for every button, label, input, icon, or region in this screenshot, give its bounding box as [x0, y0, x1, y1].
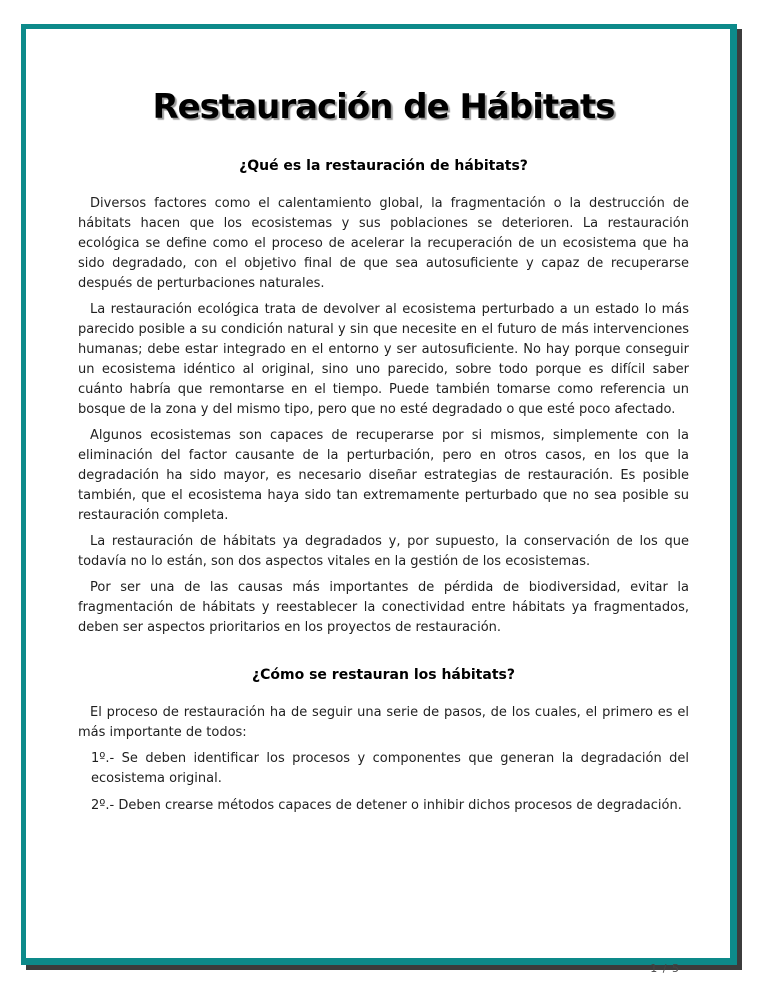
paragraph-2: La restauración ecológica trata de devolver al ecosistema perturbado a un estado lo más parecido posible a su condición natural y sin que necesite en el futuro de más intervenciones humanas; debe estar integrado en el entorno y ser autosuficiente. No hay porque conseguir un ecosistema idéntico al original, sino uno parecido, sobre todo porque es difícil saber cuánto habría que remontarse en el tiempo. Puede también tomarse como referencia un bosque de la zona y del mismo tipo, pero que no esté degradado o que esté poco afectado.: [78, 302, 689, 417]
numbered-item-1: 1º.- Se deben identificar los procesos y componentes que generan la degradación del ecosistema original.: [91, 751, 689, 786]
document-title: Restauración de Hábitats: [152, 87, 615, 127]
numbered-item-2: 2º.- Deben crearse métodos capaces de detener o inhibir dichos procesos de degradación.: [91, 798, 682, 813]
section-2-intro-paragraph: El proceso de restauración ha de seguir una serie de pasos, de los cuales, el primero es el más importante de todos:: [78, 705, 689, 740]
paragraph-1: Diversos factores como el calentamiento global, la fragmentación o la destrucción de hábitats hacen que los ecosistemas y sus poblaciones se deterioren. La restauración ecológica se define como el proceso de acelerar la recuperación de un ecosistema que ha sido degradado, con el objetivo final de que sea autosuficiente y capaz de recuperarse después de perturbaciones naturales.: [78, 196, 689, 291]
paragraph-4: La restauración de hábitats ya degradados y, por supuesto, la conservación de los que todavía no lo están, son dos aspectos vitales en la gestión de los ecosistemas.: [78, 534, 689, 569]
page-border-frame: [21, 24, 737, 975]
section-1-heading: ¿Qué es la restauración de hábitats?: [239, 158, 528, 174]
page-content: [26, 87, 730, 994]
section-2-heading: ¿Cómo se restauran los hábitats?: [252, 667, 515, 683]
paragraph-3: Algunos ecosistemas son capaces de recuperarse por si mismos, simplemente con la eliminación del factor causante de la perturbación, pero en otros casos, en los que la degradación ha sido mayor, es necesario diseñar estrategias de restauración. Es posible también, que el ecosistema haya sido tan extremamente perturbado que no sea posible su restauración completa.: [78, 428, 689, 523]
paragraph-5: Por ser una de las causas más importantes de pérdida de biodiversidad, evitar la fragmentación de hábitats y reestablecer la conectividad entre hábitats ya fragmentados, deben ser aspectos prioritarios en los proyectos de restauración.: [78, 580, 689, 635]
page-number: 1 / 5: [650, 962, 680, 975]
